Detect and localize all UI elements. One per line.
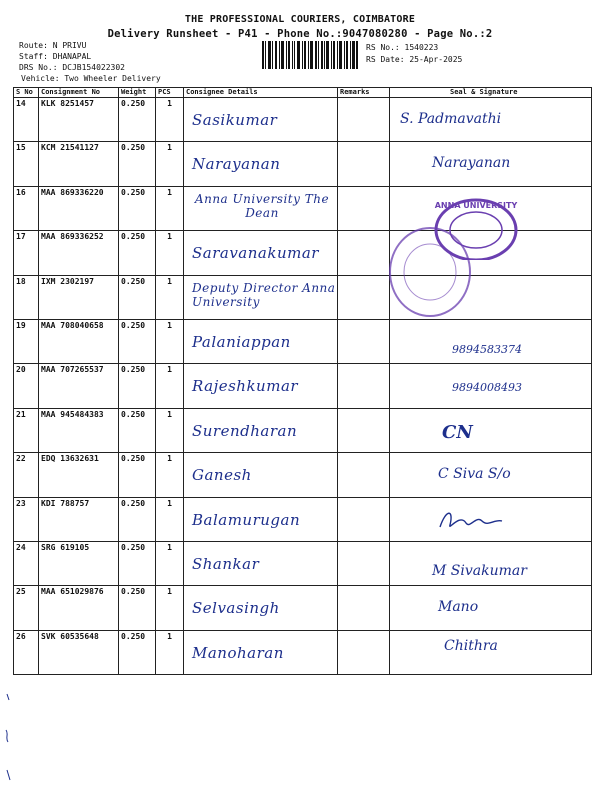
signature: C Siva S/o bbox=[438, 466, 511, 483]
col-consignment: Consignment No bbox=[39, 88, 119, 98]
row-consignment: MAA 651029876 bbox=[39, 586, 119, 630]
row-remarks bbox=[338, 630, 390, 674]
row-remarks bbox=[338, 231, 390, 275]
table-row bbox=[14, 408, 592, 452]
drs-number: DRS No.: DCJB154022302 bbox=[19, 63, 125, 72]
signature: M Sivakumar bbox=[432, 562, 527, 579]
signature: 9894583374 bbox=[452, 342, 522, 356]
row-remarks bbox=[338, 497, 390, 541]
consignee-handwriting: Balamurugan bbox=[192, 510, 301, 529]
row-consignee bbox=[184, 142, 338, 186]
row-weight: 0.250 bbox=[119, 541, 156, 585]
table-row bbox=[14, 364, 592, 408]
consignee-handwriting: Narayanan bbox=[192, 155, 281, 174]
row-remarks bbox=[338, 453, 390, 497]
row-sno: 15 bbox=[14, 142, 39, 186]
row-seal bbox=[390, 364, 592, 408]
row-pcs: 1 bbox=[156, 408, 184, 452]
signature: S. Padmavathi bbox=[400, 111, 502, 127]
signature: 9894008493 bbox=[452, 381, 522, 395]
row-sno: 20 bbox=[14, 364, 39, 408]
row-pcs: 1 bbox=[156, 364, 184, 408]
row-pcs: 1 bbox=[156, 586, 184, 630]
rs-number: RS No.: 1540223 bbox=[366, 43, 439, 52]
consignee-handwriting: Saravanakumar bbox=[192, 244, 319, 263]
row-pcs: 1 bbox=[156, 98, 184, 142]
table-row bbox=[14, 98, 592, 142]
barcode bbox=[262, 41, 358, 69]
col-remarks: Remarks bbox=[338, 88, 390, 98]
signature: Chithra bbox=[444, 637, 498, 654]
row-sno: 23 bbox=[14, 497, 39, 541]
row-consignment: KDI 788757 bbox=[39, 497, 119, 541]
table-row bbox=[14, 142, 592, 186]
row-sno: 14 bbox=[14, 98, 39, 142]
row-sno: 19 bbox=[14, 319, 39, 363]
table-row bbox=[14, 497, 592, 541]
col-sno: S No bbox=[14, 88, 39, 98]
row-weight: 0.250 bbox=[119, 319, 156, 363]
signature: Narayanan bbox=[432, 155, 511, 172]
row-pcs: 1 bbox=[156, 453, 184, 497]
row-consignment: EDQ 13632631 bbox=[39, 453, 119, 497]
row-sno: 24 bbox=[14, 541, 39, 585]
row-seal bbox=[390, 142, 592, 186]
row-weight: 0.250 bbox=[119, 98, 156, 142]
row-remarks bbox=[338, 319, 390, 363]
row-pcs: 1 bbox=[156, 630, 184, 674]
row-consignment: MAA 707265537 bbox=[39, 364, 119, 408]
row-pcs: 1 bbox=[156, 541, 184, 585]
row-remarks bbox=[338, 186, 390, 230]
row-consignment: KCM 21541127 bbox=[39, 142, 119, 186]
row-pcs: 1 bbox=[156, 275, 184, 319]
col-seal: Seal & Signature bbox=[390, 88, 592, 98]
table-row bbox=[14, 630, 592, 674]
row-seal bbox=[390, 408, 592, 452]
row-remarks bbox=[338, 142, 390, 186]
row-consignment: KLK 8251457 bbox=[39, 98, 119, 142]
row-sno: 21 bbox=[14, 408, 39, 452]
signature: Mano bbox=[438, 599, 479, 616]
consignee-handwriting: Selvasingh bbox=[192, 599, 280, 618]
company-title: THE PROFESSIONAL COURIERS, COIMBATORE bbox=[184, 14, 416, 25]
consignee-handwriting: Manoharan bbox=[192, 643, 284, 662]
row-weight: 0.250 bbox=[119, 586, 156, 630]
row-weight: 0.250 bbox=[119, 231, 156, 275]
table-row bbox=[14, 453, 592, 497]
row-remarks bbox=[338, 364, 390, 408]
row-consignment: MAA 869336252 bbox=[39, 231, 119, 275]
row-pcs: 1 bbox=[156, 319, 184, 363]
row-pcs: 1 bbox=[156, 186, 184, 230]
consignee-handwriting: Surendharan bbox=[192, 421, 298, 440]
row-seal bbox=[390, 541, 592, 585]
table-row bbox=[14, 275, 592, 319]
row-consignee bbox=[184, 453, 338, 497]
row-seal bbox=[390, 98, 592, 142]
row-weight: 0.250 bbox=[119, 630, 156, 674]
row-weight: 0.250 bbox=[119, 275, 156, 319]
col-consignee: Consignee Details bbox=[184, 88, 338, 98]
consignee-handwriting: Rajeshkumar bbox=[192, 377, 299, 396]
row-consignee bbox=[184, 98, 338, 142]
consignee-handwriting: Shankar bbox=[192, 554, 260, 573]
row-weight: 0.250 bbox=[119, 453, 156, 497]
row-consignment: MAA 708040658 bbox=[39, 319, 119, 363]
row-seal bbox=[390, 319, 592, 363]
row-consignee bbox=[184, 541, 338, 585]
row-pcs: 1 bbox=[156, 231, 184, 275]
table-header-row bbox=[14, 88, 592, 98]
row-consignee bbox=[184, 364, 338, 408]
row-sno: 25 bbox=[14, 586, 39, 630]
row-consignee bbox=[184, 497, 338, 541]
row-remarks bbox=[338, 541, 390, 585]
row-remarks bbox=[338, 275, 390, 319]
rs-date: RS Date: 25-Apr-2025 bbox=[366, 55, 463, 64]
consignee-handwriting: Deputy Director Anna University bbox=[192, 280, 336, 309]
consignee-handwriting: Anna University The Dean bbox=[194, 191, 330, 220]
runsheet-subtitle: Delivery Runsheet - P41 - Phone No.:9047080280 - Page No.:2 bbox=[107, 28, 493, 40]
table-row bbox=[14, 319, 592, 363]
margin-ink-marks bbox=[3, 690, 13, 790]
consignee-handwriting: Sasikumar bbox=[192, 111, 278, 129]
row-seal bbox=[390, 497, 592, 541]
row-consignment: MAA 945484383 bbox=[39, 408, 119, 452]
row-seal bbox=[390, 586, 592, 630]
row-consignee bbox=[184, 275, 338, 319]
row-pcs: 1 bbox=[156, 497, 184, 541]
row-consignee bbox=[184, 408, 338, 452]
row-consignment: SVK 60535648 bbox=[39, 630, 119, 674]
row-weight: 0.250 bbox=[119, 364, 156, 408]
signature-scribble bbox=[436, 505, 516, 535]
stamp-text: ANNA UNIVERSITY bbox=[434, 201, 518, 210]
vehicle-label: Vehicle: Two Wheeler Delivery bbox=[21, 74, 161, 83]
row-consignee bbox=[184, 630, 338, 674]
consignee-handwriting: Ganesh bbox=[192, 466, 252, 485]
row-seal bbox=[390, 453, 592, 497]
col-pcs: PCS bbox=[156, 88, 184, 98]
staff-label: Staff: DHANAPAL bbox=[19, 52, 92, 61]
row-pcs: 1 bbox=[156, 142, 184, 186]
row-seal bbox=[390, 630, 592, 674]
row-weight: 0.250 bbox=[119, 142, 156, 186]
row-consignment: MAA 869336220 bbox=[39, 186, 119, 230]
row-sno: 26 bbox=[14, 630, 39, 674]
row-weight: 0.250 bbox=[119, 186, 156, 230]
row-consignee bbox=[184, 231, 338, 275]
row-consignee bbox=[184, 186, 338, 230]
signature: CN bbox=[442, 421, 473, 443]
university-seal-stamp-lower bbox=[384, 224, 476, 320]
row-sno: 16 bbox=[14, 186, 39, 230]
row-remarks bbox=[338, 586, 390, 630]
route-label: Route: N PRIVU bbox=[19, 41, 87, 50]
row-sno: 18 bbox=[14, 275, 39, 319]
row-consignee bbox=[184, 586, 338, 630]
row-sno: 17 bbox=[14, 231, 39, 275]
col-weight: Weight bbox=[119, 88, 156, 98]
row-remarks bbox=[338, 98, 390, 142]
consignee-handwriting: Palaniappan bbox=[192, 332, 291, 351]
row-weight: 0.250 bbox=[119, 497, 156, 541]
row-consignment: SRG 619105 bbox=[39, 541, 119, 585]
row-consignee bbox=[184, 319, 338, 363]
runsheet-table bbox=[13, 87, 592, 675]
table-row bbox=[14, 586, 592, 630]
row-sno: 22 bbox=[14, 453, 39, 497]
table-row bbox=[14, 541, 592, 585]
row-weight: 0.250 bbox=[119, 408, 156, 452]
row-consignment: IXM 2302197 bbox=[39, 275, 119, 319]
row-remarks bbox=[338, 408, 390, 452]
